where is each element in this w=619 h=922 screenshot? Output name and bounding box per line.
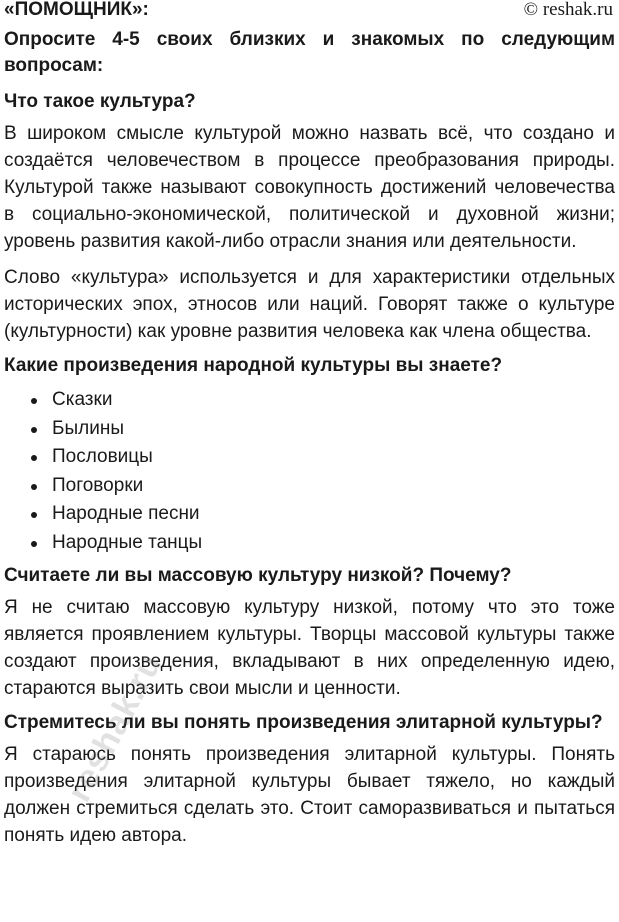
question-3: Считаете ли вы массовую культуру низкой? Почему? xyxy=(4,565,512,586)
answer-3: Я не считаю массовую культуру низкой, потому что это тоже является проявлением культуры. Творцы массовой культуры также создают произведения, вкладывают в них определенную идею, стараются выразить свои мысли и ценности. xyxy=(4,597,615,699)
page-header xyxy=(4,0,615,21)
question-2: Какие произведения народной культуры вы знаете? xyxy=(4,355,503,376)
answer-1-paragraph-2: Слово «культура» используется и для характеристики отдельных исторических эпох, этносов или наций. Говорят также о культуре (культурности) как уровне развития человека как члена общества. xyxy=(4,267,615,342)
list-item: Пословицы xyxy=(4,443,615,472)
bullet-icon xyxy=(31,455,37,461)
list-item: Народные песни xyxy=(4,500,615,529)
bullet-icon xyxy=(31,398,37,404)
answer-1-paragraph-1: В широком смысле культурой можно назвать всё, что создано и создаётся человечеством в процессе преобразования природы. Культурой также называют совокупность достижений человечества в социально-экономической, политической и духовной жизни; уровень развития какой-либо отрасли знания или деятельности. xyxy=(4,123,615,252)
question-1: Что такое культура? xyxy=(4,91,196,112)
folk-works-list xyxy=(4,386,615,557)
task-intro: Опросите 4-5 своих близких и знакомых по следующим вопросам: xyxy=(4,29,615,76)
site-credit[interactable]: © reshak.ru xyxy=(523,0,613,20)
list-item: Народные танцы xyxy=(4,529,615,558)
watermark: reshak.ru xyxy=(60,646,170,808)
answer-4: Я стараюсь понять произведения элитарной культуры. Понять произведения элитарной культуры бывает тяжело, но каждый должен стремиться сделать это. Стоит саморазвиваться и пытаться понять идею автора. xyxy=(4,744,615,846)
list-item: Поговорки xyxy=(4,472,615,501)
bullet-icon xyxy=(31,541,37,547)
list-item: Былины xyxy=(4,415,615,444)
bullet-icon xyxy=(31,512,37,518)
question-4: Стремитесь ли вы понять произведения элитарной культуры? xyxy=(4,712,603,733)
bullet-icon xyxy=(31,427,37,433)
list-item: Сказки xyxy=(4,386,615,415)
bullet-icon xyxy=(31,484,37,490)
helper-title: «ПОМОЩНИК»: xyxy=(4,0,149,20)
